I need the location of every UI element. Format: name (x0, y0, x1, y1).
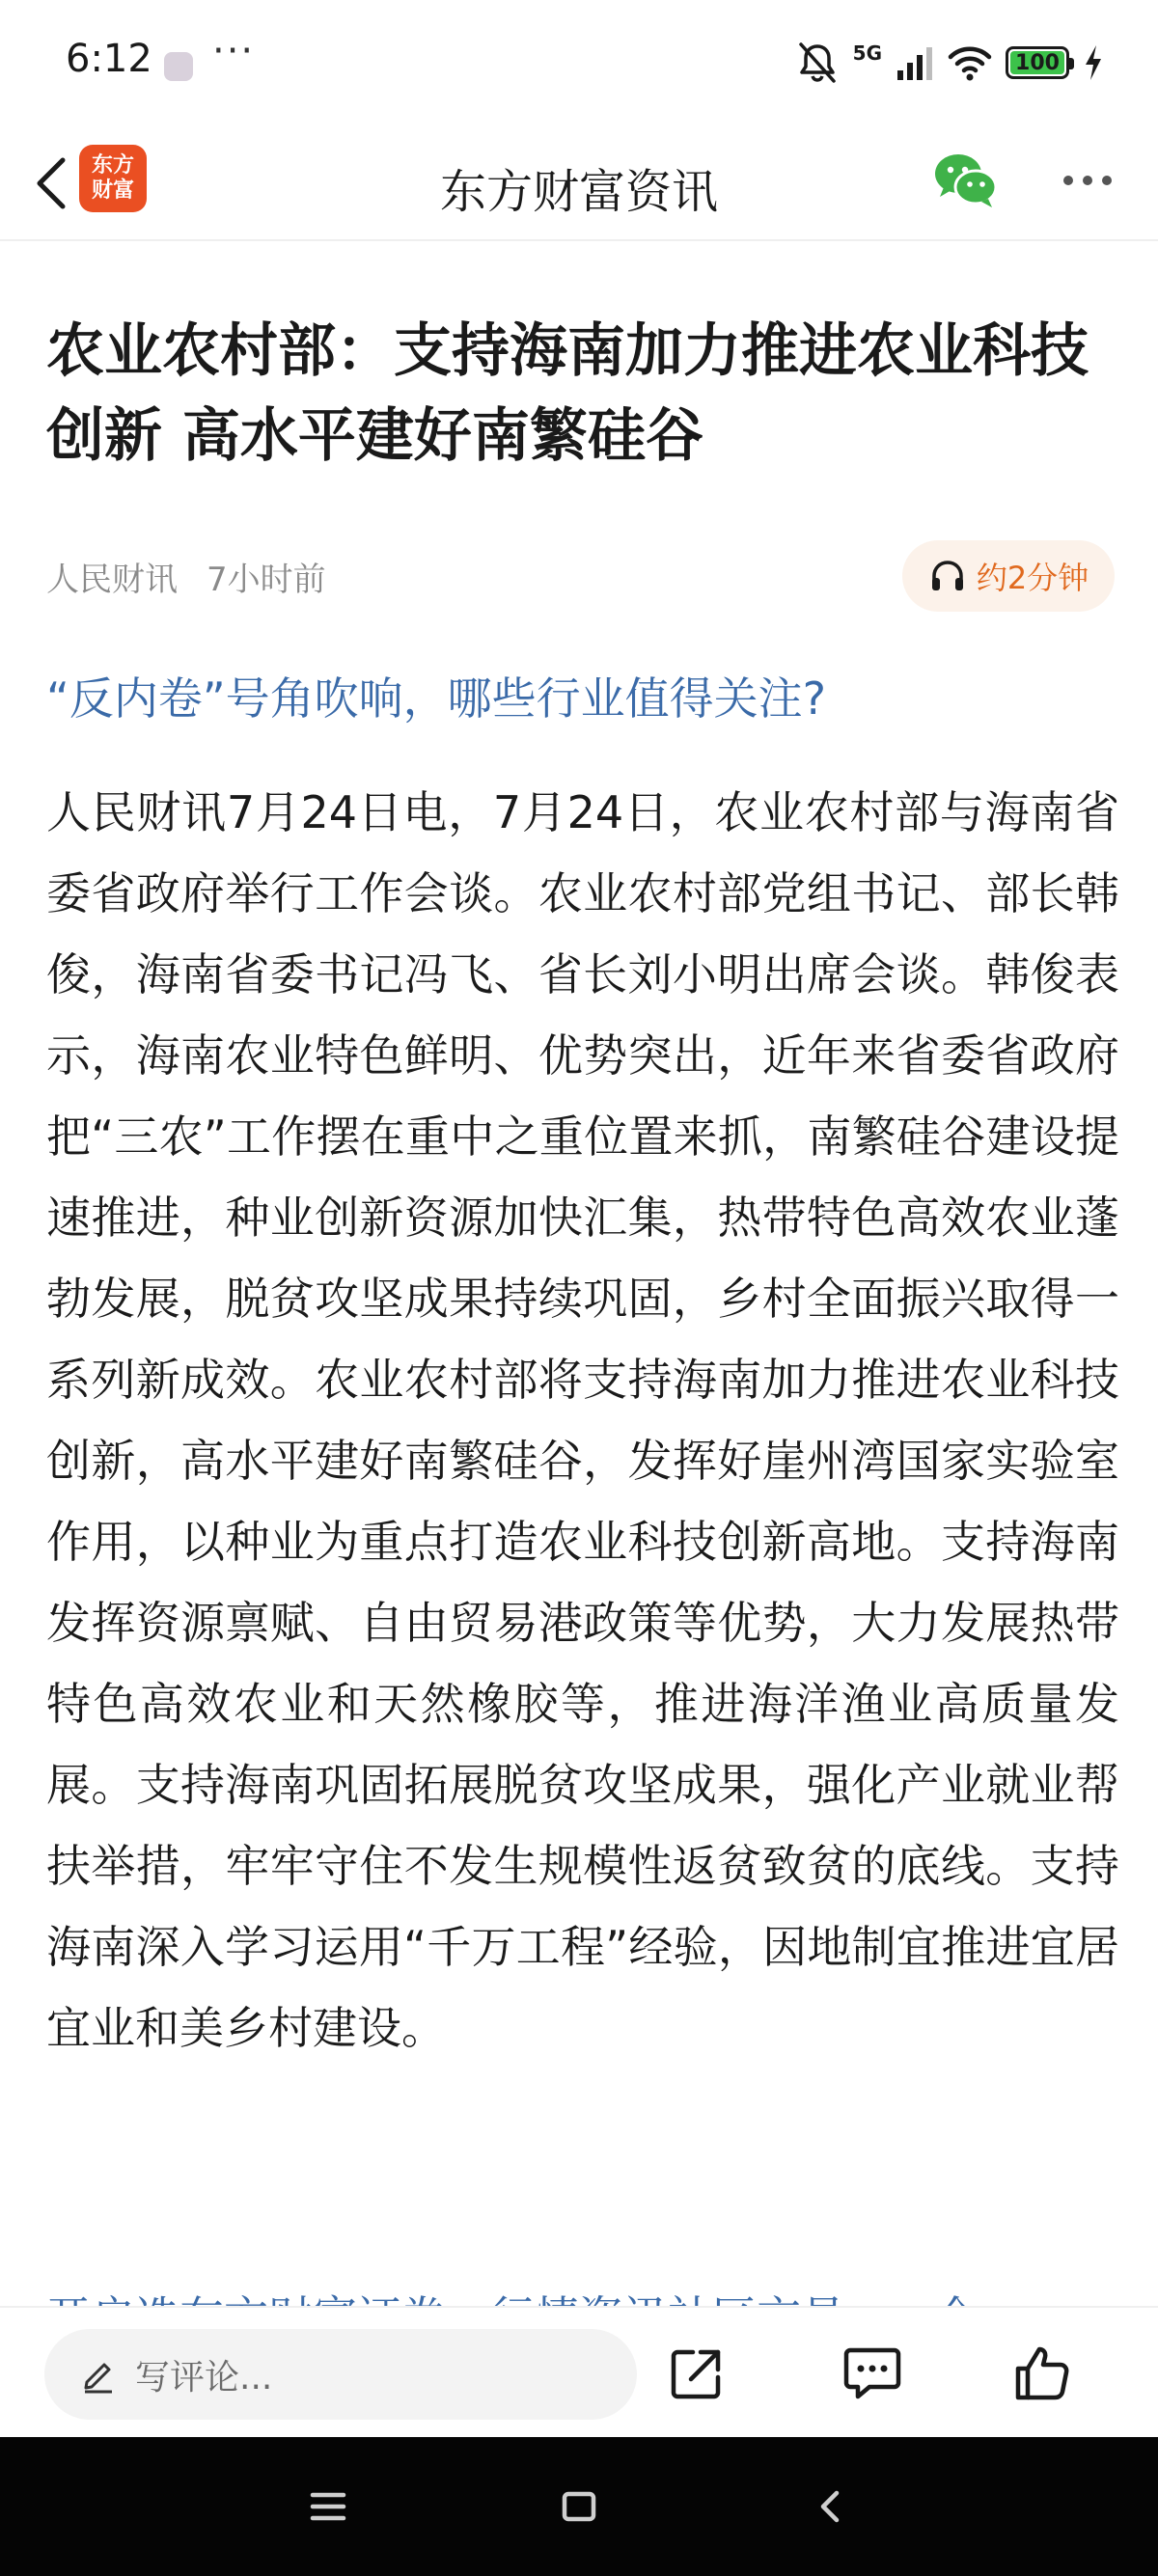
recent-apps-button[interactable] (299, 2478, 357, 2535)
charging-bolt-icon (1083, 43, 1104, 82)
system-back-button[interactable] (801, 2478, 859, 2535)
notification-app-icon (164, 52, 193, 81)
home-square-icon (560, 2487, 598, 2526)
listen-duration: 约2分钟 (976, 560, 1089, 596)
signal-strength-icon (896, 43, 934, 82)
wechat-icon (932, 147, 1000, 214)
comment-bubble-icon (842, 2344, 902, 2402)
thumbs-up-icon (1012, 2343, 1072, 2403)
related-topic-link[interactable]: “反内卷”号角吹响，哪些行业值得关注? (46, 672, 827, 725)
wechat-share-button[interactable] (932, 147, 1000, 214)
battery-indicator (1006, 46, 1069, 79)
like-button[interactable] (1004, 2335, 1081, 2412)
more-options-button[interactable] (1054, 147, 1121, 214)
article-source: 人民财讯 (46, 560, 178, 599)
comment-input[interactable] (44, 2329, 637, 2420)
article-body: 人民财讯7月24日电，7月24日，农业农村部与海南省委省政府举行工作会谈。农业农村部党组书记、部长韩俊，海南省委书记冯飞、省长刘小明出席会谈。韩俊表示，海南农业特色鲜明、优势突出，近年来省委省政府把“三农”工作摆在重中之重位置来抓，南繁硅谷建设提速推进，种业创新资源加快汇集，热带特色高效农业蓬勃发展，脱贫攻坚成果持续巩固，乡村全面振兴取得一系列新成效。农业农村部将支持海南加力推进农业科技创新，高水平建好南繁硅谷，发挥好崖州湾国家实验室作用，以种业为重点打造农业科技创新高地。支持海南发挥资源禀赋、自由贸易港政策等优势，大力发展热带特色高效农业和天然橡胶等，推进海洋渔业高质量发展。支持海南巩固拓展脱贫攻坚成果，强化产业就业帮扶举措，牢牢守住不发生规模性返贫致贫的底线。支持海南深入学习运用“千万工程”经验，因地制宜推进宜居宜业和美乡村建设。 (46, 786, 1119, 2054)
page-title: 东方财富资讯 (439, 165, 718, 219)
system-navigation-bar (0, 2437, 1158, 2576)
article-title: 农业农村部：支持海南加力推进农业科技创新 高水平建好南繁硅谷 (46, 317, 1089, 470)
article-time: 7小时前 (207, 560, 326, 599)
more-dot-icon (1063, 176, 1073, 185)
status-time: 6:12 (66, 37, 152, 81)
comments-button[interactable] (834, 2335, 911, 2412)
menu-lines-icon (309, 2487, 347, 2526)
listen-audio-button[interactable] (902, 540, 1115, 612)
brand-logo-line1: 东方 (91, 153, 134, 178)
share-button[interactable] (658, 2335, 735, 2412)
comment-placeholder: 写评论... (135, 2357, 273, 2398)
status-icons (795, 39, 1104, 87)
bottom-action-bar (0, 2306, 1158, 2437)
status-more-notifications: ··· (212, 29, 256, 73)
network-type-label: 5G (852, 41, 882, 65)
headphones-icon (928, 557, 967, 595)
back-arrow-icon (811, 2487, 849, 2526)
mute-bell-icon (795, 41, 840, 85)
more-dot-icon (1102, 176, 1112, 185)
share-icon (668, 2344, 726, 2402)
article-meta (46, 552, 326, 600)
app-header (0, 125, 1158, 241)
brand-logo-line2: 财富 (91, 178, 134, 203)
status-bar (0, 0, 1158, 125)
home-button[interactable] (550, 2478, 608, 2535)
battery-level: 100 (1010, 51, 1064, 74)
pencil-icon (79, 2355, 118, 2394)
more-dot-icon (1083, 176, 1092, 185)
wifi-icon (948, 43, 992, 82)
